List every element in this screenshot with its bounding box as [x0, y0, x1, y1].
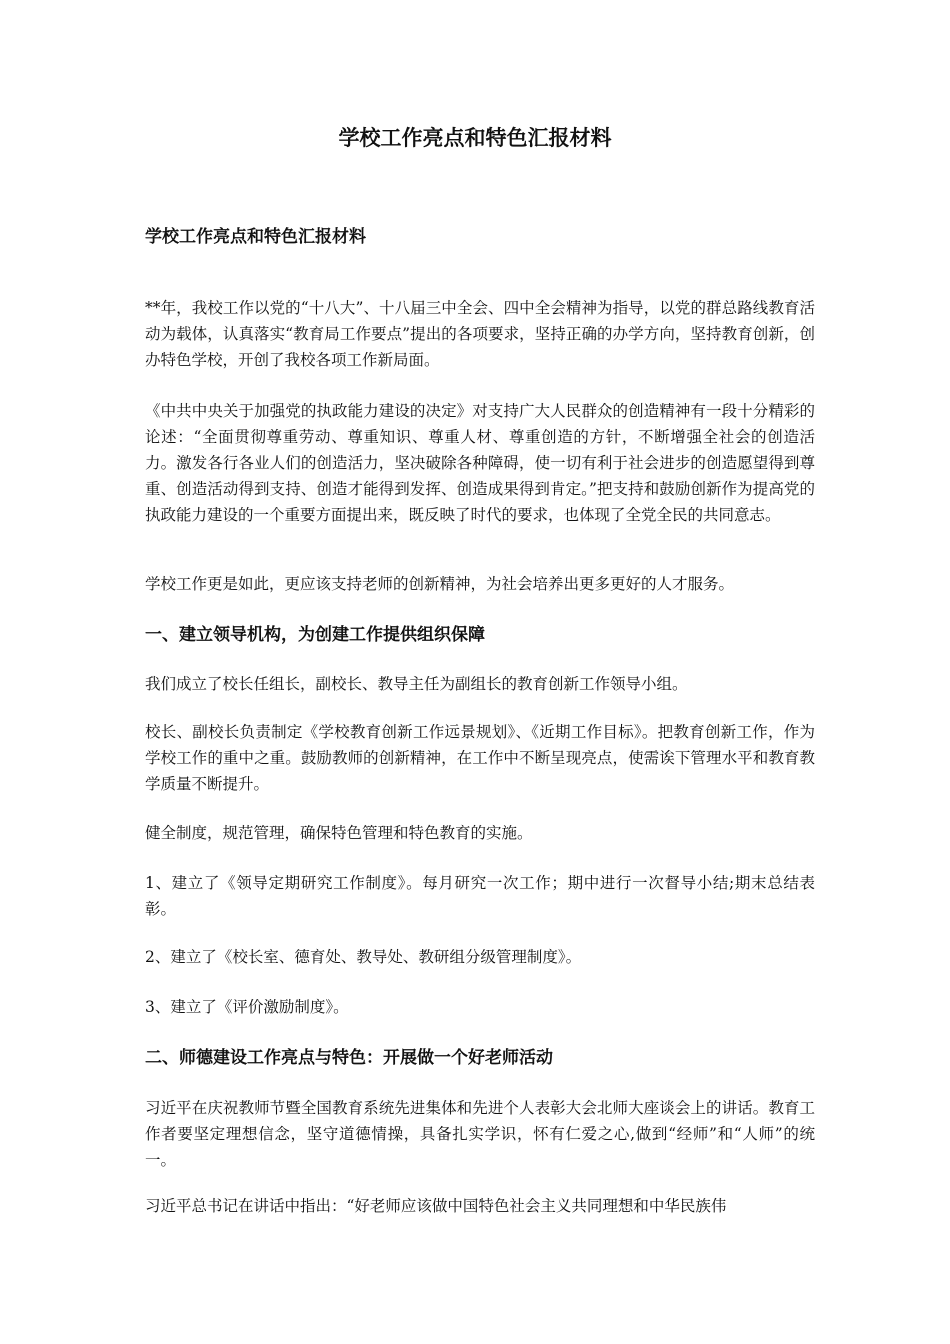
list-item-2: 2、建立了《校长室、德育处、教导处、教研组分级管理制度》。 [145, 948, 582, 966]
list-item-1: 1、建立了《领导定期研究工作制度》。每月研究一次工作；期中进行一次督导小结;期末总结表彰。 [145, 874, 815, 918]
section-heading-1: 一、建立领导机构，为创建工作提供组织保障 [145, 625, 485, 645]
paragraph-decision: 《中共中央关于加强党的执政能力建设的决定》对支持广大人民群众的创造精神有一段十分精彩的论述：“全面贯彻尊重劳动、尊重知识、尊重人材、尊重创造的方针，不断增强全社会的创造活力。激发各行各业人们的创造活力，坚决破除各种障碍，使一切有利于社会进步的创造愿望得到尊重、创造活动得到支持、创造才能得到发挥、创造成果得到肯定。”把支持和鼓励创新作为提高党的执政能力建设的一个重要方面提出来，既反映了时代的要求，也体现了全党全民的共同意志。 [145, 402, 815, 524]
paragraph-intro: **年，我校工作以党的“十八大”、十八届三中全会、四中全会精神为指导，以党的群总路线教育活动为载体，认真落实“教育局工作要点”提出的各项要求，坚持正确的办学方向，坚持教育创新，创办特色学校，开创了我校各项工作新局面。 [145, 299, 815, 369]
document-title: 学校工作亮点和特色汇报材料 [338, 125, 612, 150]
paragraph-leadership-group: 我们成立了校长任组长，副校长、教导主任为副组长的教育创新工作领导小组。 [145, 675, 688, 693]
list-item-3: 3、建立了《评价激励制度》。 [145, 998, 349, 1016]
section-heading-2: 二、师德建设工作亮点与特色：开展做一个好老师活动 [145, 1048, 553, 1068]
paragraph-speech-1: 习近平在庆祝教师节暨全国教育系统先进集体和先进个人表彰大会北师大座谈会上的讲话。教育工作者要坚定理想信念，坚守道德情操，具备扎实学识，怀有仁爱之心,做到“经师”和“人师”的统一。 [145, 1099, 815, 1169]
paragraph-planning: 校长、副校长负责制定《学校教育创新工作远景规划》、《近期工作目标》。把教育创新工作，作为学校工作的重中之重。鼓励教师的创新精神，在工作中不断呈现亮点，使需诶下管理水平和教育教学质量不断提升。 [145, 723, 815, 793]
document-subtitle: 学校工作亮点和特色汇报材料 [145, 227, 366, 247]
paragraph-school-work: 学校工作更是如此，更应该支持老师的创新精神，为社会培养出更多更好的人才服务。 [145, 575, 735, 593]
paragraph-speech-2: 习近平总书记在讲话中指出：“好老师应该做中国特色社会主义共同理想和中华民族伟 [145, 1197, 727, 1215]
paragraph-system: 健全制度，规范管理，确保特色管理和特色教育的实施。 [145, 824, 533, 842]
